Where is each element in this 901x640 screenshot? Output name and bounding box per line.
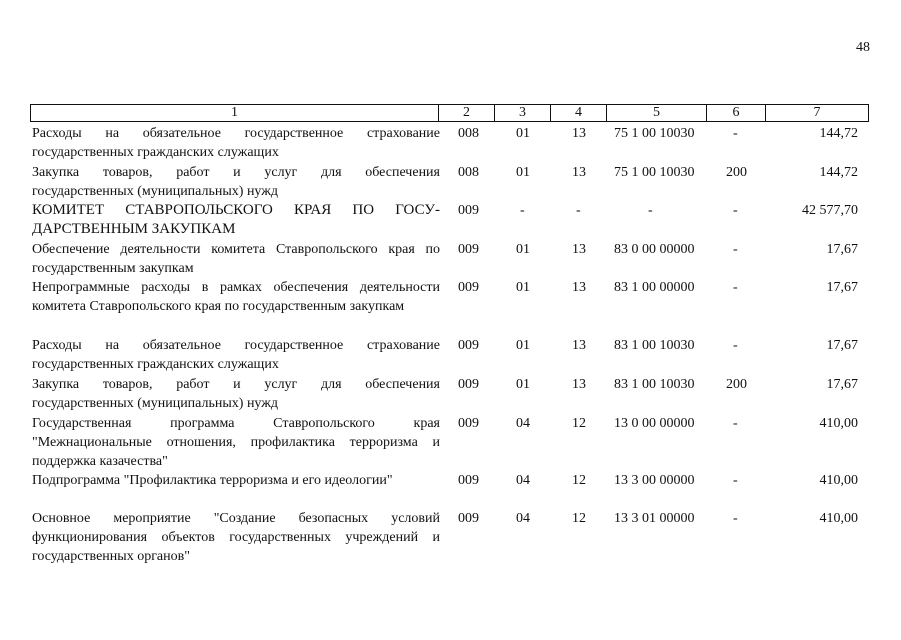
expense-type-code: - bbox=[733, 473, 738, 488]
subsection-code: 12 bbox=[572, 473, 586, 488]
expense-type-code: 200 bbox=[726, 165, 747, 180]
section-code: 01 bbox=[516, 377, 530, 392]
ministry-code: 008 bbox=[458, 126, 479, 141]
expense-type-code: - bbox=[733, 280, 738, 295]
ministry-code: 009 bbox=[458, 377, 479, 392]
column-header-2: 2 bbox=[439, 105, 495, 122]
page-number: 48 bbox=[856, 40, 870, 55]
expense-type-code: - bbox=[733, 511, 738, 526]
row-description bbox=[32, 471, 440, 490]
ministry-code: 009 bbox=[458, 203, 479, 218]
row-description bbox=[32, 124, 440, 162]
subsection-code: 13 bbox=[572, 280, 586, 295]
subsection-code: - bbox=[576, 203, 581, 218]
amount: 144,72 bbox=[819, 165, 858, 180]
description-line: государственных (муниципальных) нужд bbox=[32, 184, 279, 199]
section-code: 01 bbox=[516, 242, 530, 257]
amount: 17,67 bbox=[826, 242, 858, 257]
ministry-code: 009 bbox=[458, 242, 479, 257]
expense-type-code: - bbox=[733, 203, 738, 218]
target-article-code: 75 1 00 10030 bbox=[614, 126, 695, 141]
description-line: поддержка казачества" bbox=[32, 454, 168, 469]
description-line: Подпрограмма "Профилактика терроризма и его идеологии" bbox=[32, 473, 393, 488]
ministry-code: 008 bbox=[458, 165, 479, 180]
amount: 410,00 bbox=[819, 473, 858, 488]
description-line: государственным закупкам bbox=[32, 261, 194, 276]
section-code: 01 bbox=[516, 338, 530, 353]
row-description bbox=[32, 240, 440, 278]
subsection-code: 13 bbox=[572, 377, 586, 392]
description-line: государственных органов" bbox=[32, 549, 190, 564]
row-description bbox=[32, 201, 440, 239]
amount: 17,67 bbox=[826, 280, 858, 295]
column-header-6: 6 bbox=[707, 105, 766, 122]
ministry-code: 009 bbox=[458, 511, 479, 526]
target-article-code: 83 0 00 00000 bbox=[614, 242, 695, 257]
column-header-4: 4 bbox=[551, 105, 607, 122]
target-article-code: 83 1 00 00000 bbox=[614, 280, 695, 295]
amount: 144,72 bbox=[819, 126, 858, 141]
subsection-code: 13 bbox=[572, 338, 586, 353]
target-article-code: 13 3 00 00000 bbox=[614, 473, 695, 488]
row-description bbox=[32, 375, 440, 413]
amount: 42 577,70 bbox=[802, 203, 858, 218]
amount: 17,67 bbox=[826, 377, 858, 392]
target-article-code: 13 3 01 00000 bbox=[614, 511, 695, 526]
description-line: Расходы на обязательное государственное страхование bbox=[32, 338, 440, 353]
description-line: Расходы на обязательное государственное страхование bbox=[32, 126, 440, 141]
description-line: государственных (муниципальных) нужд bbox=[32, 396, 279, 411]
ministry-code: 009 bbox=[458, 473, 479, 488]
target-article-code: - bbox=[648, 203, 653, 218]
ministry-code: 009 bbox=[458, 338, 479, 353]
description-line: Основное мероприятие "Создание безопасных условий bbox=[32, 511, 440, 526]
row-description bbox=[32, 336, 440, 374]
expense-type-code: - bbox=[733, 126, 738, 141]
target-article-code: 83 1 00 10030 bbox=[614, 377, 695, 392]
column-header-7: 7 bbox=[766, 105, 869, 122]
subsection-code: 13 bbox=[572, 126, 586, 141]
subsection-code: 13 bbox=[572, 242, 586, 257]
row-description bbox=[32, 414, 440, 471]
description-line: ДАРСТВЕННЫМ ЗАКУПКАМ bbox=[32, 221, 236, 237]
column-header-5: 5 bbox=[607, 105, 707, 122]
expense-type-code: - bbox=[733, 338, 738, 353]
section-code: 01 bbox=[516, 165, 530, 180]
description-line: государственных гражданских служащих bbox=[32, 145, 279, 160]
amount: 410,00 bbox=[819, 416, 858, 431]
amount: 17,67 bbox=[826, 338, 858, 353]
section-code: - bbox=[520, 203, 525, 218]
description-line: Обеспечение деятельности комитета Ставропольского края по bbox=[32, 242, 440, 257]
description-line: "Межнациональные отношения, профилактика терроризма и bbox=[32, 435, 440, 450]
target-article-code: 83 1 00 10030 bbox=[614, 338, 695, 353]
target-article-code: 13 0 00 00000 bbox=[614, 416, 695, 431]
section-code: 01 bbox=[516, 280, 530, 295]
row-description bbox=[32, 509, 440, 566]
subsection-code: 12 bbox=[572, 416, 586, 431]
section-code: 04 bbox=[516, 473, 530, 488]
subsection-code: 13 bbox=[572, 165, 586, 180]
subsection-code: 12 bbox=[572, 511, 586, 526]
expense-type-code: - bbox=[733, 242, 738, 257]
ministry-code: 009 bbox=[458, 280, 479, 295]
row-description bbox=[32, 278, 440, 316]
expense-type-code: - bbox=[733, 416, 738, 431]
row-description bbox=[32, 163, 440, 201]
column-header-row bbox=[30, 104, 869, 122]
description-line: государственных гражданских служащих bbox=[32, 357, 279, 372]
column-header-3: 3 bbox=[495, 105, 551, 122]
description-line: Закупка товаров, работ и услуг для обеспечения bbox=[32, 165, 440, 180]
description-line: Государственная программа Ставропольского края bbox=[32, 416, 440, 431]
description-line: функционирования объектов государственных учреждений и bbox=[32, 530, 440, 545]
description-line: Непрограммные расходы в рамках обеспечения деятельности bbox=[32, 280, 440, 295]
amount: 410,00 bbox=[819, 511, 858, 526]
description-line: комитета Ставропольского края по государственным закупкам bbox=[32, 299, 405, 314]
description-line: КОМИТЕТ СТАВРОПОЛЬСКОГО КРАЯ ПО ГОСУ- bbox=[32, 202, 440, 218]
section-code: 04 bbox=[516, 511, 530, 526]
section-code: 01 bbox=[516, 126, 530, 141]
target-article-code: 75 1 00 10030 bbox=[614, 165, 695, 180]
ministry-code: 009 bbox=[458, 416, 479, 431]
description-line: Закупка товаров, работ и услуг для обеспечения bbox=[32, 377, 440, 392]
column-header-1: 1 bbox=[31, 105, 439, 122]
section-code: 04 bbox=[516, 416, 530, 431]
expense-type-code: 200 bbox=[726, 377, 747, 392]
